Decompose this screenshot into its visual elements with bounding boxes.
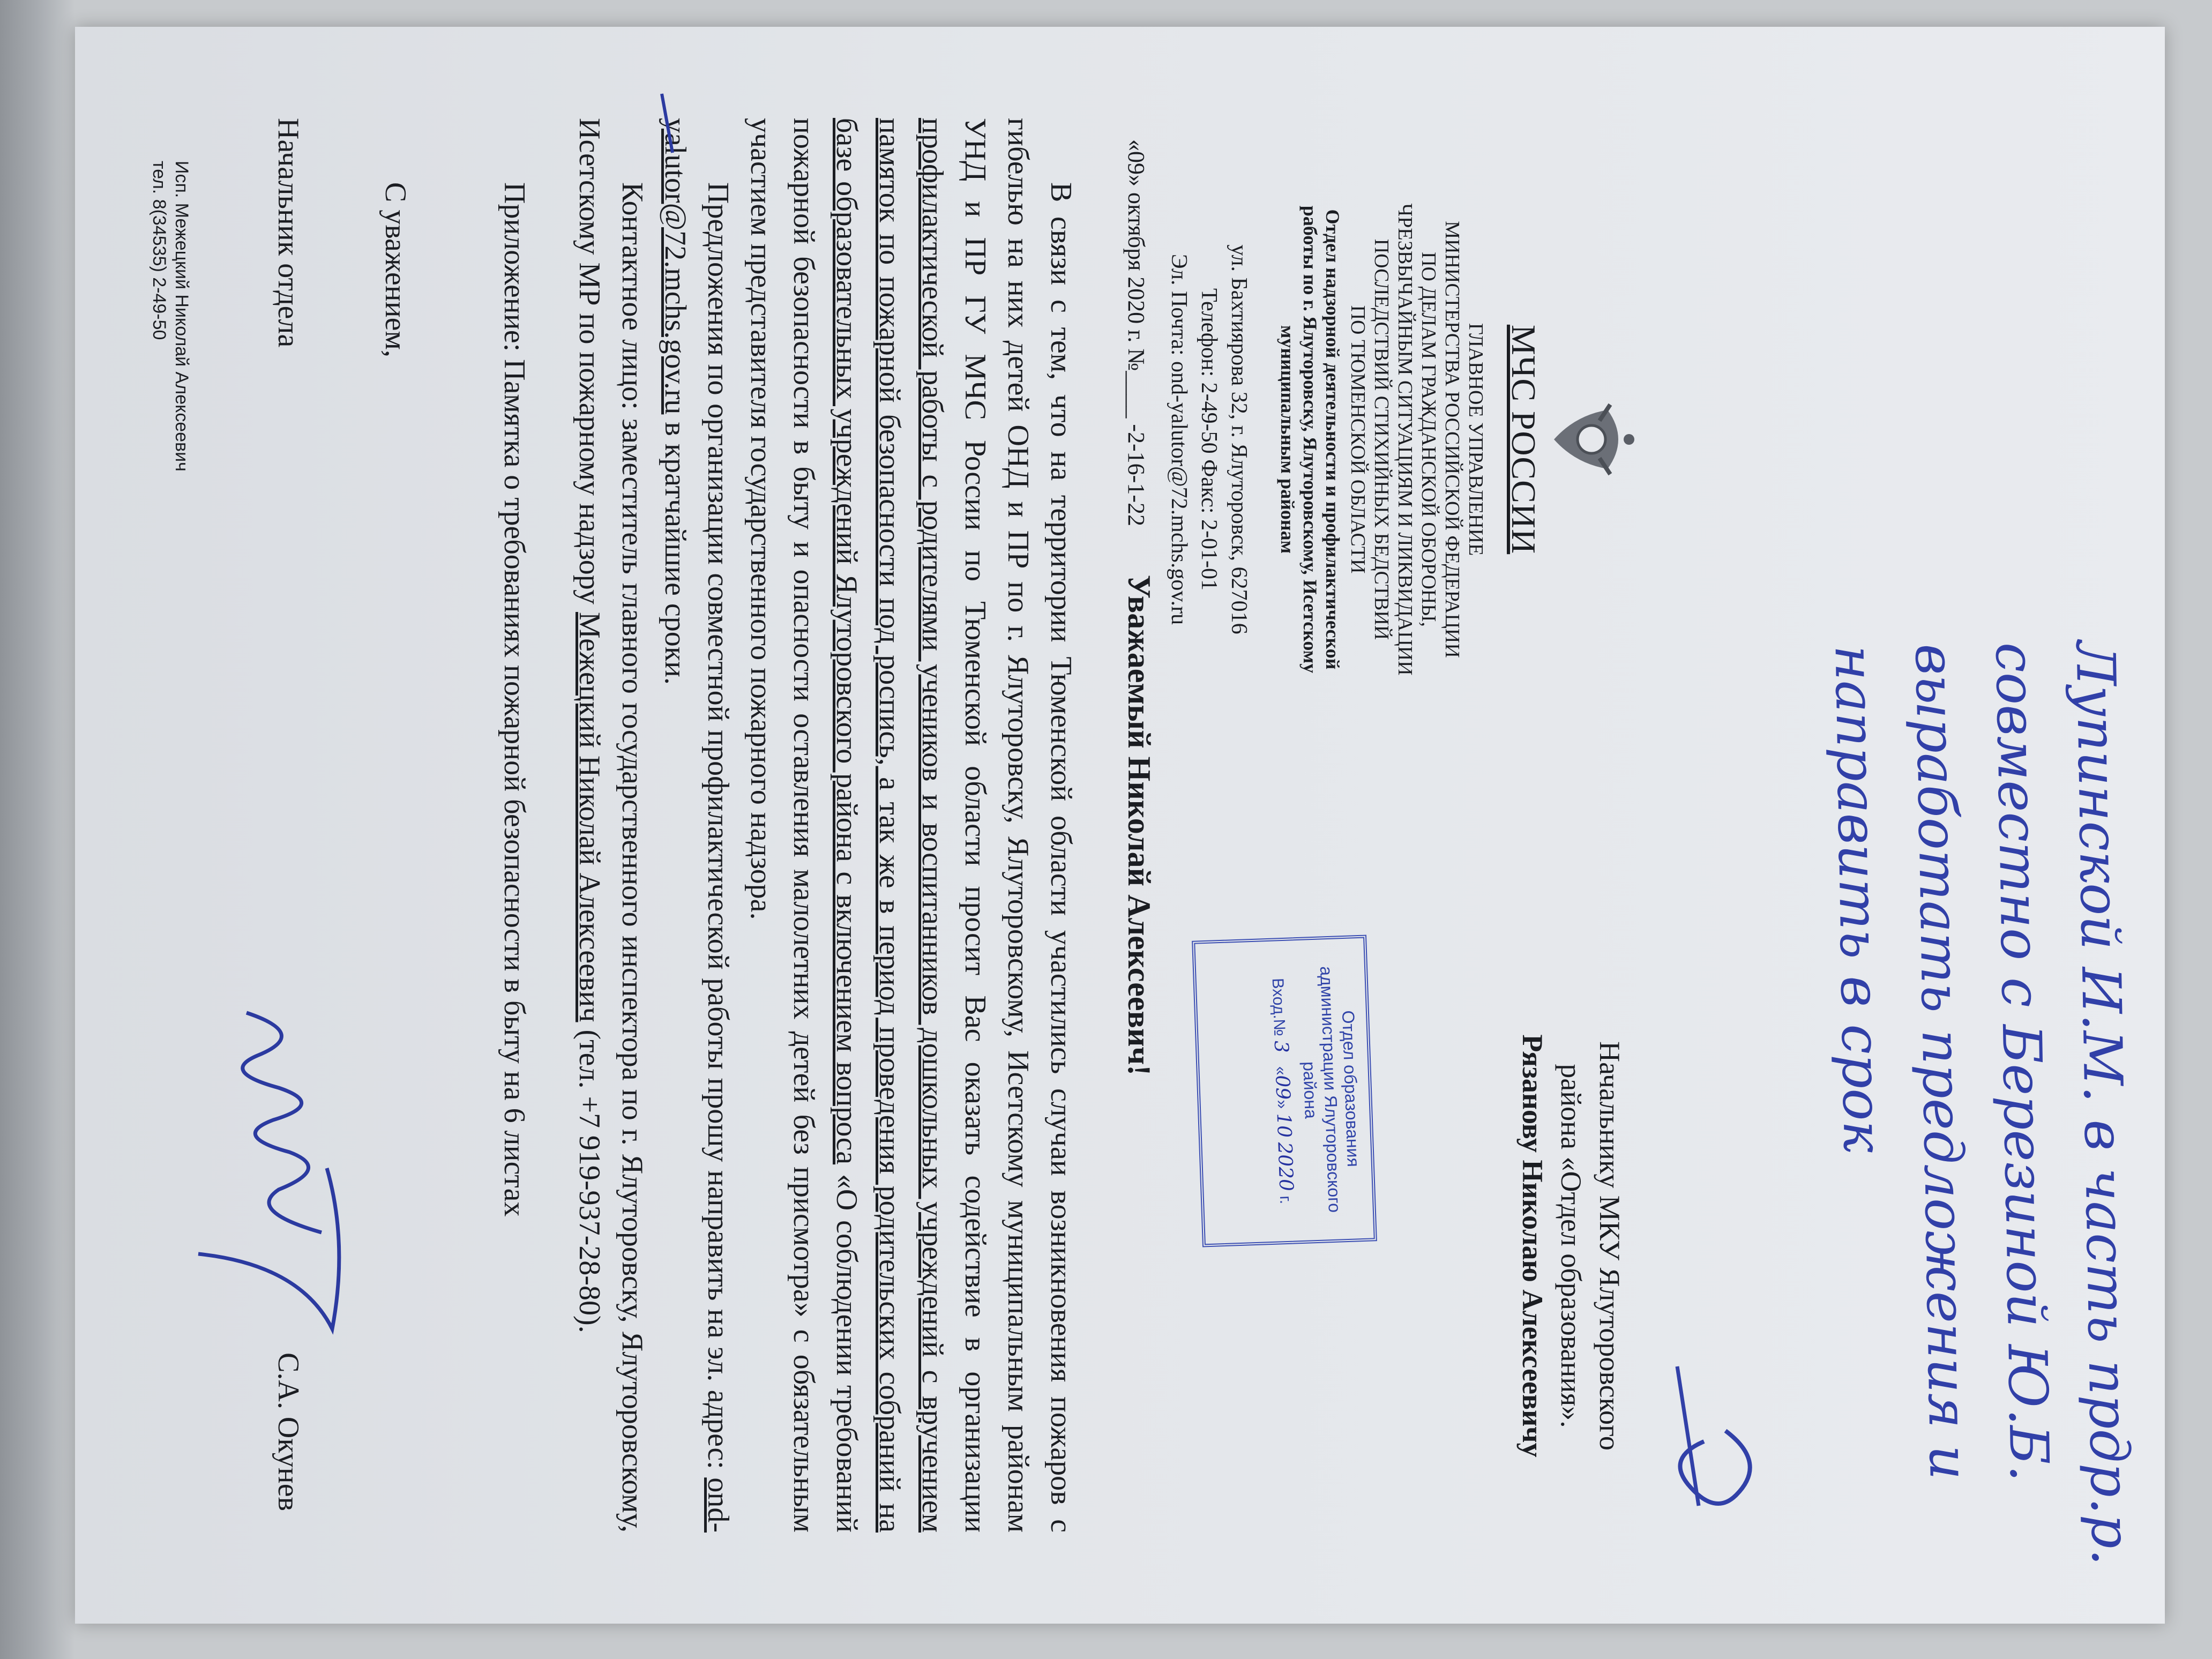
stamp-month: 10 xyxy=(1272,1112,1296,1138)
closing-regards: С уважением, xyxy=(379,182,412,357)
incoming-stamp xyxy=(1192,935,1377,1247)
handwritten-signature xyxy=(182,991,407,1366)
date-number-line: «09» октября 2020 г. №____ -2-16-1-22 xyxy=(1123,139,1149,526)
stamp-line: района xyxy=(1299,1061,1321,1119)
stamp-line: администрации Ялуторовского xyxy=(1316,966,1344,1213)
resolution-signature-strokes xyxy=(1640,627,2133,1591)
addressee-name: Рязанову Николаю Алексеевичу xyxy=(1516,1034,1549,1458)
executor-info xyxy=(148,161,193,472)
dept-line: муниципальным районам xyxy=(1277,325,1298,554)
resolution-line: выработать предложения и xyxy=(1903,643,1981,1481)
email-line: Эл. Почта: ond-yalutor@72.mchs.gov.ru xyxy=(1167,253,1191,625)
resolution-line: направить в срок xyxy=(1822,645,1895,1154)
paragraph-text: Предложения по организации совместной профилактической работы прошу направить на эл. адрес: xyxy=(701,182,735,1478)
paragraph-text: В связи с тем, что на территории Тюменской области участились случаи возникновения пожаров с гибелью на них детей ОНД и ПР по г. Ялуторовску, Ялуторовскому, Исетскому муниципальным районам УНД и ПР ГУ МЧС России по Тюменской области просит Вас оказать содействие в организации xyxy=(959,118,1078,1533)
org-line: ПОСЛЕДСТВИЙ СТИХИЙНЫХ БЕДСТВИЙ xyxy=(1370,238,1393,640)
attachment-note: Приложение: Памятка о требованиях пожарной безопасности в быту на 6 листах xyxy=(498,182,531,1217)
addressee-block xyxy=(1513,938,1629,1554)
stamp-in-number: 3 xyxy=(1269,1040,1292,1053)
org-line: ГЛАВНОЕ УПРАВЛЕНИЕ xyxy=(1464,323,1487,556)
paragraph-text: «О соблюдении требований пожарной безопасности в быту и опасности оставления малолетних детей без присмотра» с обязательным участием представителя государственного пожарного надзора. xyxy=(744,118,863,1533)
stamp-year: 2020 xyxy=(1273,1141,1297,1192)
org-line: ПО ТЮМЕНСКОЙ ОБЛАСТИ xyxy=(1347,305,1369,574)
greeting: Уважаемый Николай Алексеевич! xyxy=(1122,574,1157,1076)
address-line: ул. Бахтиярова 32, г. Ялуторовск, 627016 xyxy=(1227,244,1251,634)
paragraph-text: (тел. +7 919-937-28-80). xyxy=(573,1022,606,1333)
contact-name: Межецкий Николай Алексеевич xyxy=(573,612,606,1022)
org-line: ЧРЕЗВЫЧАЙНЫМ СИТУАЦИЯМ И ЛИКВИДАЦИИ xyxy=(1394,203,1416,676)
stamp-in-label: Вход.№ xyxy=(1268,977,1289,1037)
dept-line: Отдел надзорной деятельности и профилактической xyxy=(1322,209,1343,670)
stamp-values: Вход.№ 3 «09» 10 2020 г. xyxy=(1268,977,1297,1205)
letter-body xyxy=(568,118,1082,1533)
org-title: МЧС РОССИИ xyxy=(1505,324,1543,555)
eagle-emblem-icon xyxy=(1549,399,1640,480)
pen-mark xyxy=(659,91,675,155)
signer-name: С.А. Окунев xyxy=(272,1352,305,1511)
stamp-day: 09 xyxy=(1271,1074,1294,1101)
paragraph-text: Контактное лицо: заместитель главного государственного инспектора по г. Ялуторовску, Ялуторовскому, Исетскому МР по пожарному надзору xyxy=(573,118,649,1533)
resolution-line: совместно с Березиной Ю.Б. xyxy=(1983,641,2061,1483)
signer-position: Начальник отдела xyxy=(272,118,305,348)
letter-sheet xyxy=(75,27,2165,1624)
department-name xyxy=(1276,91,1344,788)
phone-line: Телефон: 2-49-50 Факс: 2-01-01 xyxy=(1197,288,1221,591)
dept-line: работы по г. Ялуторовску, Ялуторовскому, Исетскому xyxy=(1299,205,1321,674)
org-name-block xyxy=(1346,91,1488,788)
org-line: МИНИСТЕРСТВА РОССИЙСКОЙ ФЕДЕРАЦИИ xyxy=(1441,221,1463,658)
email-link[interactable]: ond-yalutor@72.mchs.gov.ru xyxy=(659,118,735,1533)
resolution-line: Лупинской И.М. в часть прдр.р. xyxy=(2064,640,2143,1566)
addressee-line: района «Отдел образования». xyxy=(1555,1064,1587,1428)
paragraph-underlined-text: профилактической работы с родителями учеников и воспитанников дошкольных учреждений с вручением памяток по пожарной безопасности под роспись, а так же в период проведения родительских собраний на базе образовательных учреждений Ялуторовского района с включением вопроса xyxy=(830,118,949,1533)
paragraph-3 xyxy=(568,118,654,1533)
letterhead xyxy=(1123,91,1640,788)
stamp-year-suffix: г. xyxy=(1276,1195,1295,1205)
contact-block xyxy=(1164,91,1254,788)
addressee-line: Начальнику МКУ Ялуторовского xyxy=(1594,1041,1626,1451)
executor-line: Исп. Межецкий Николай Алексеевич xyxy=(171,161,192,472)
paragraph-1 xyxy=(739,118,1082,1533)
paragraph-2 xyxy=(654,118,739,1533)
stamp-line: Отдел образования xyxy=(1338,1010,1364,1168)
org-line: ПО ДЕЛАМ ГРАЖДАНСКОЙ ОБОРОНЫ, xyxy=(1417,252,1440,627)
paragraph-text: в кратчайшие сроки. xyxy=(659,414,692,685)
executor-line: тел. 8(34535) 2-49-50 xyxy=(149,161,169,340)
